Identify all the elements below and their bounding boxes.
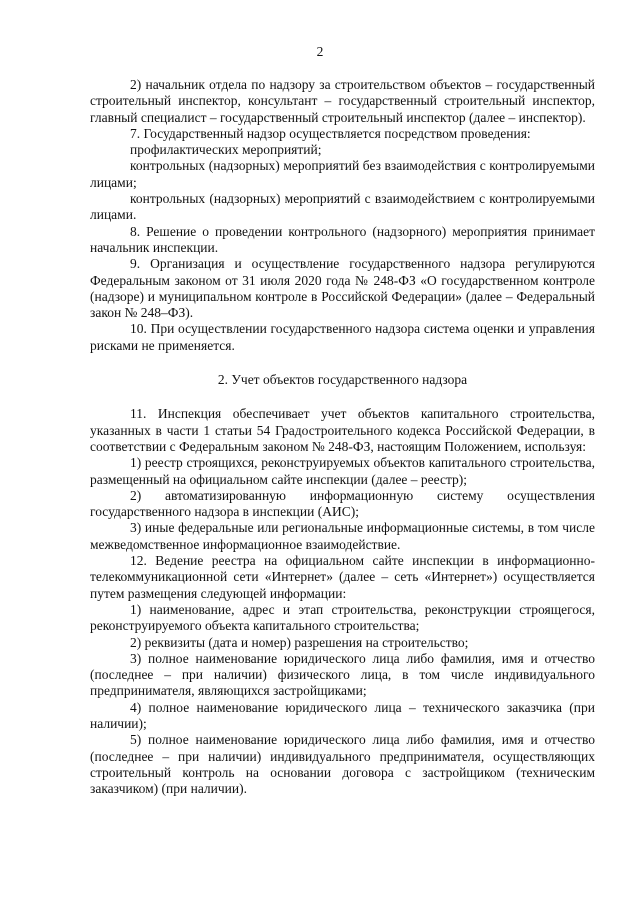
- paragraph-12-item-5: 5) полное наименование юридического лица либо фамилия, имя и отчество (последнее – при наличии) индивидуального предпринимателя, осуществляющих строительный контроль на основании договора с застройщиком (техническим заказчиком) (при наличии).: [90, 732, 595, 797]
- paragraph-11-item-1: 1) реестр строящихся, реконструируемых объектов капитального строительства, размещенный на официальном сайте инспекции (далее – реестр);: [90, 455, 595, 487]
- section-heading: 2. Учет объектов государственного надзора: [217, 372, 468, 388]
- paragraph-11-item-2: 2) автоматизированную информационную систему осуществления государственного надзора в инспекции (АИС);: [90, 487, 595, 520]
- paragraph-12-item-2: 2) реквизиты (дата и номер) разрешения на строительство;: [130, 634, 469, 650]
- paragraph-11-item-3: 3) иные федеральные или региональные информационные системы, в том числе межведомственное информационное взаимодействие.: [90, 520, 595, 552]
- paragraph-11: 11. Инспекция обеспечивает учет объектов капитального строительства, указанных в части 1 статьи 54 Градостроительного кодекса Российской Федерации, в соответствии с Федеральным законом № 248-ФЗ, настоящим Положением, используя:: [90, 406, 595, 454]
- paragraph-12-item-1: 1) наименование, адрес и этап строительства, реконструкции строящегося, реконструируемого объекта капитального строительства;: [90, 601, 595, 634]
- paragraph-7-item-preventive: профилактических мероприятий;: [130, 142, 322, 158]
- paragraph-7: 7. Государственный надзор осуществляется посредством проведения:: [130, 125, 531, 141]
- paragraph-9: 9. Организация и осуществление государственного надзора регулируются Федеральным законом от 31 июля 2020 года № 248-ФЗ «О государственном контроле (надзоре) и муниципальном контроле в Российской Федерации» (далее – Федеральный закон № 248–ФЗ).: [90, 256, 595, 321]
- page-number: 2: [316, 44, 324, 59]
- document-body: [90, 77, 595, 797]
- paragraph-7-item-without-interaction: контрольных (надзорных) мероприятий без взаимодействия с контролируемыми лицами;: [90, 158, 595, 190]
- paragraph-12-item-4: 4) полное наименование юридического лица – технического заказчика (при наличии);: [90, 699, 595, 731]
- paragraph-12-item-3: 3) полное наименование юридического лица либо фамилия, имя и отчество (последнее – при наличии) физического лица, в том числе индивидуального предпринимателя, являющихся застройщиками;: [90, 650, 595, 699]
- paragraph-inspector-list: 2) начальник отдела по надзору за строительством объектов – государственный строительный инспектор, консультант – государственный строительный инспектор, главный специалист – государственный строительный инспектор (далее – инспектор).: [90, 77, 595, 125]
- paragraph-8: 8. Решение о проведении контрольного (надзорного) мероприятия принимает начальник инспекции.: [90, 223, 595, 255]
- paragraph-12: 12. Ведение реестра на официальном сайте инспекции в информационно-телекоммуникационной сети «Интернет» (далее – сеть «Интернет») осуществляется путем размещения следующей информации:: [90, 553, 595, 601]
- paragraph-7-item-with-interaction: контрольных (надзорных) мероприятий с взаимодействием с контролируемыми лицами.: [90, 191, 595, 223]
- paragraph-10: 10. При осуществлении государственного надзора система оценки и управления рисками не применяется.: [90, 321, 595, 353]
